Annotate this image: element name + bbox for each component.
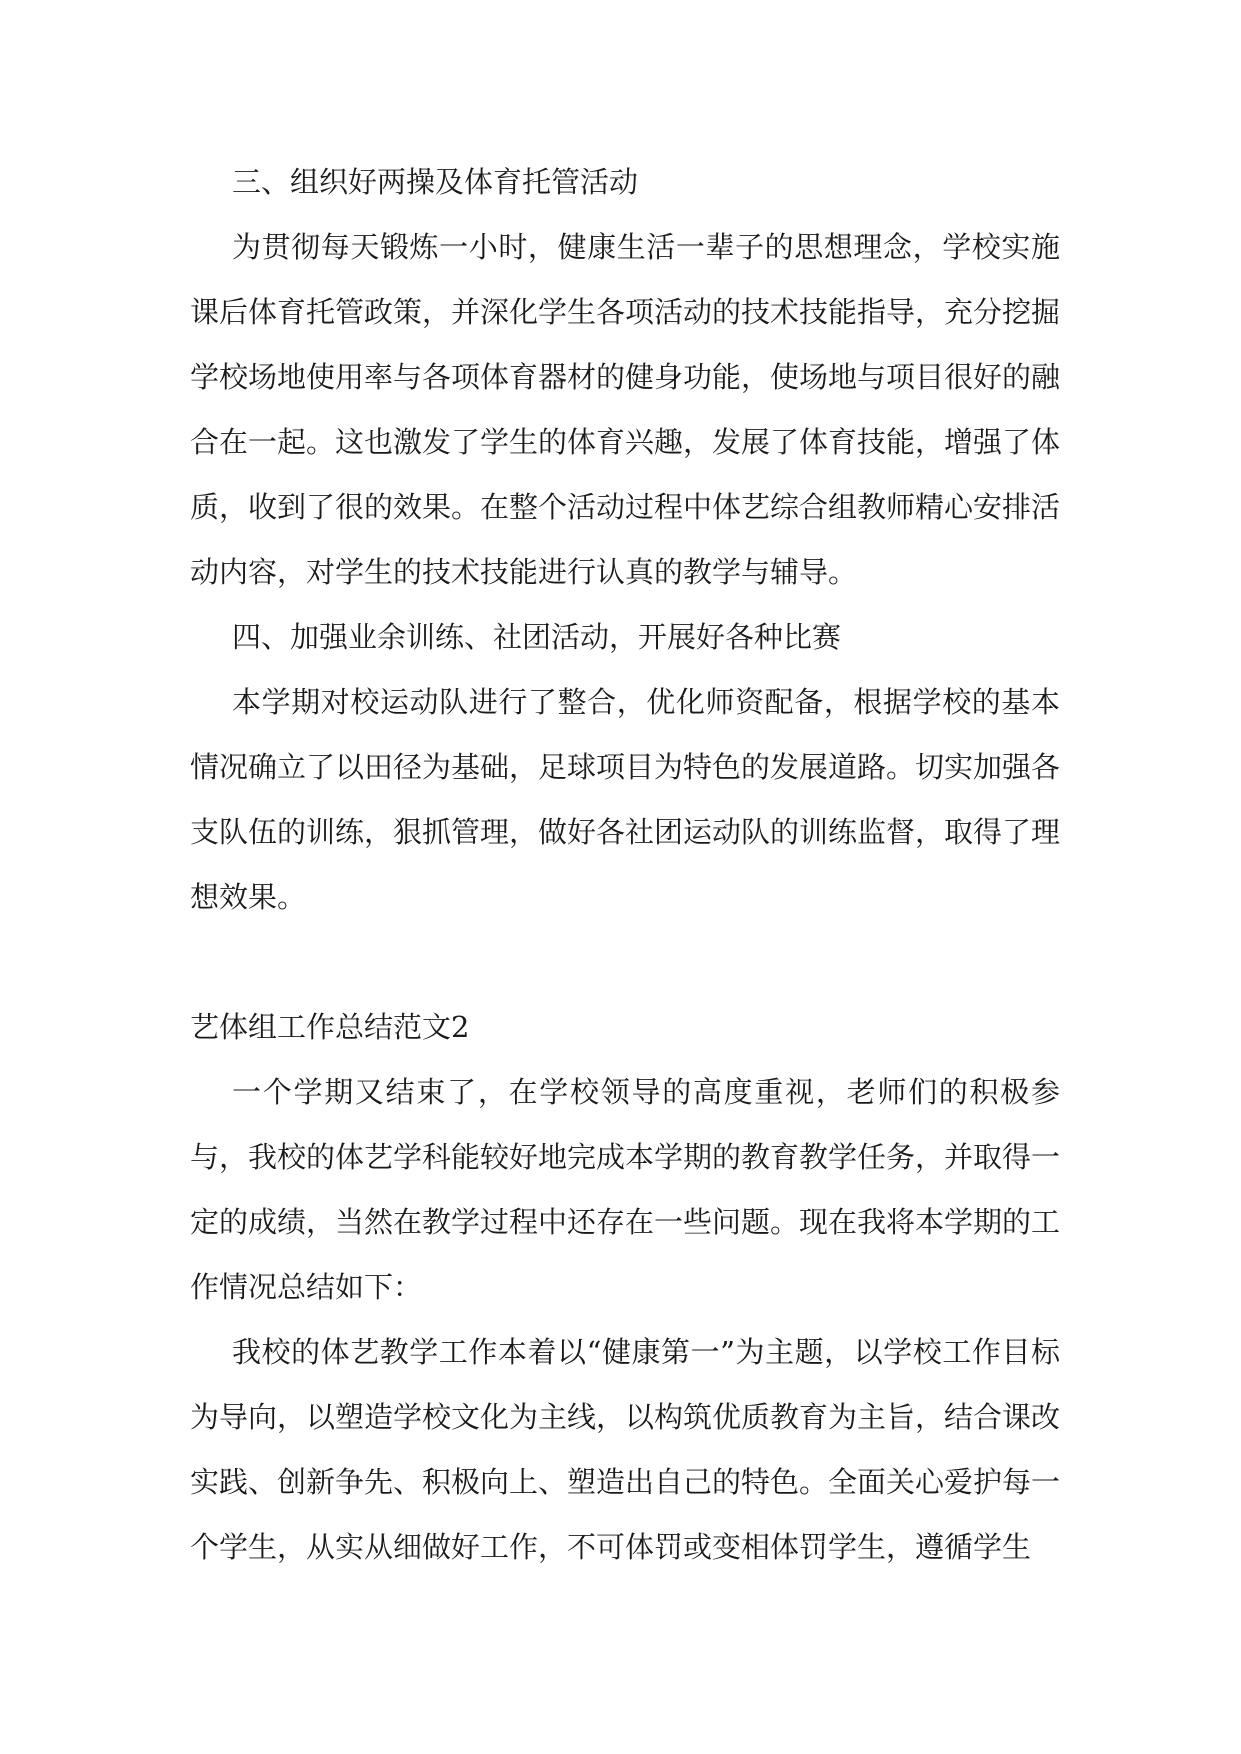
section-heading-3: 三、组织好两操及体育托管活动 (232, 165, 639, 199)
document-body (190, 150, 1060, 1580)
paragraph-5: 一个学期又结束了，在学校领导的高度重视，老师们的积极参与，我校的体艺学科能较好地完成本学期的教育教学任务，并取得一定的成绩，当然在教学过程中还存在一些问题。现在我将本学期的工作情况总结如下： (190, 1075, 1061, 1304)
document-section-title: 艺体组工作总结范文2 (190, 1010, 470, 1044)
paragraph-6: 我校的体艺教学工作本着以“健康第一”为主题，以学校工作目标为导向，以塑造学校文化为主线，以构筑优质教育为主旨，结合课改实践、创新争先、积极向上、塑造出自己的特色。全面关心爱护每一个学生，从实从细做好工作，不可体罚或变相体罚学生，遵循学生 (190, 1335, 1061, 1564)
section-heading-4: 四、加强业余训练、社团活动，开展好各种比赛 (232, 620, 842, 654)
paragraph-4: 本学期对校运动队进行了整合，优化师资配备，根据学校的基本情况确立了以田径为基础，足球项目为特色的发展道路。切实加强各支队伍的训练，狠抓管理，做好各社团运动队的训练监督，取得了理想效果。 (190, 685, 1061, 914)
paragraph-3: 为贯彻每天锻炼一小时，健康生活一辈子的思想理念，学校实施课后体育托管政策，并深化学生各项活动的技术技能指导，充分挖掘学校场地使用率与各项体育器材的健身功能，使场地与项目很好的融合在一起。这也激发了学生的体育兴趣，发展了体育技能，增强了体质，收到了很的效果。在整个活动过程中体艺综合组教师精心安排活动内容，对学生的技术技能进行认真的教学与辅导。 (190, 230, 1061, 589)
